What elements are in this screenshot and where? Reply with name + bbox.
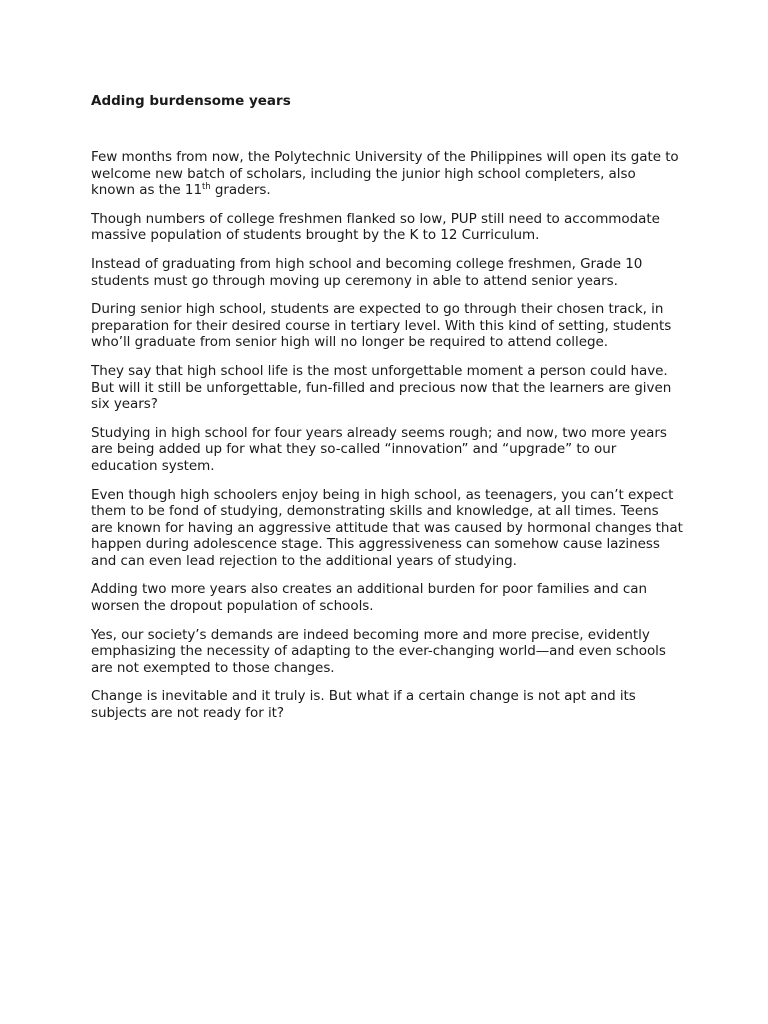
paragraph-10: Change is inevitable and it truly is. But what if a certain change is not apt and its subjects are not ready for it?	[91, 688, 636, 722]
paragraph-7: Even though high schoolers enjoy being in high school, as teenagers, you can’t expect them to be fond of studying, demonstrating skills and knowledge, at all times. Teens are known for having an aggressive attitude that was caused by hormonal changes that happen during adolescence stage. This aggressiveness can somehow cause laziness and can even lead rejection to the additional years of studying.	[91, 486, 683, 569]
paragraph-2: Though numbers of college freshmen flanked so low, PUP still need to accommodate massive population of students brought by the K to 12 Curriculum.	[91, 210, 660, 244]
document-title: Adding burdensome years	[91, 93, 291, 109]
paragraph-9: Yes, our society’s demands are indeed becoming more and more precise, evidently emphasizing the necessity of adapting to the ever-changing world—and even schools are not exempted to those changes.	[91, 626, 666, 676]
document-body	[91, 92, 683, 734]
paragraph-6: Studying in high school for four years already seems rough; and now, two more years are being added up for what they so-called “innovation” and “upgrade” to our education system.	[91, 424, 667, 474]
paragraph-1-text: Few months from now, the Polytechnic University of the Philippines will open its gate to welcome new batch of scholars, including the junior high school completers, also known as the 11	[91, 149, 679, 199]
ordinal-superscript: th	[202, 182, 211, 193]
paragraph-3: Instead of graduating from high school and becoming college freshmen, Grade 10 students must go through moving up ceremony in able to attend senior years.	[91, 255, 643, 289]
paragraph-1	[91, 149, 683, 199]
paragraph-4: During senior high school, students are expected to go through their chosen track, in preparation for their desired course in tertiary level. With this kind of setting, students who’ll graduate from senior high will no longer be required to attend college.	[91, 301, 672, 351]
paragraph-1-text-end: graders.	[210, 182, 271, 199]
paragraph-5: They say that high school life is the most unforgettable moment a person could have. But will it still be unforgettable, fun-filled and precious now that the learners are given six years?	[91, 362, 672, 413]
paragraph-8: Adding two more years also creates an additional burden for poor families and can worsen the dropout population of schools.	[91, 581, 648, 615]
